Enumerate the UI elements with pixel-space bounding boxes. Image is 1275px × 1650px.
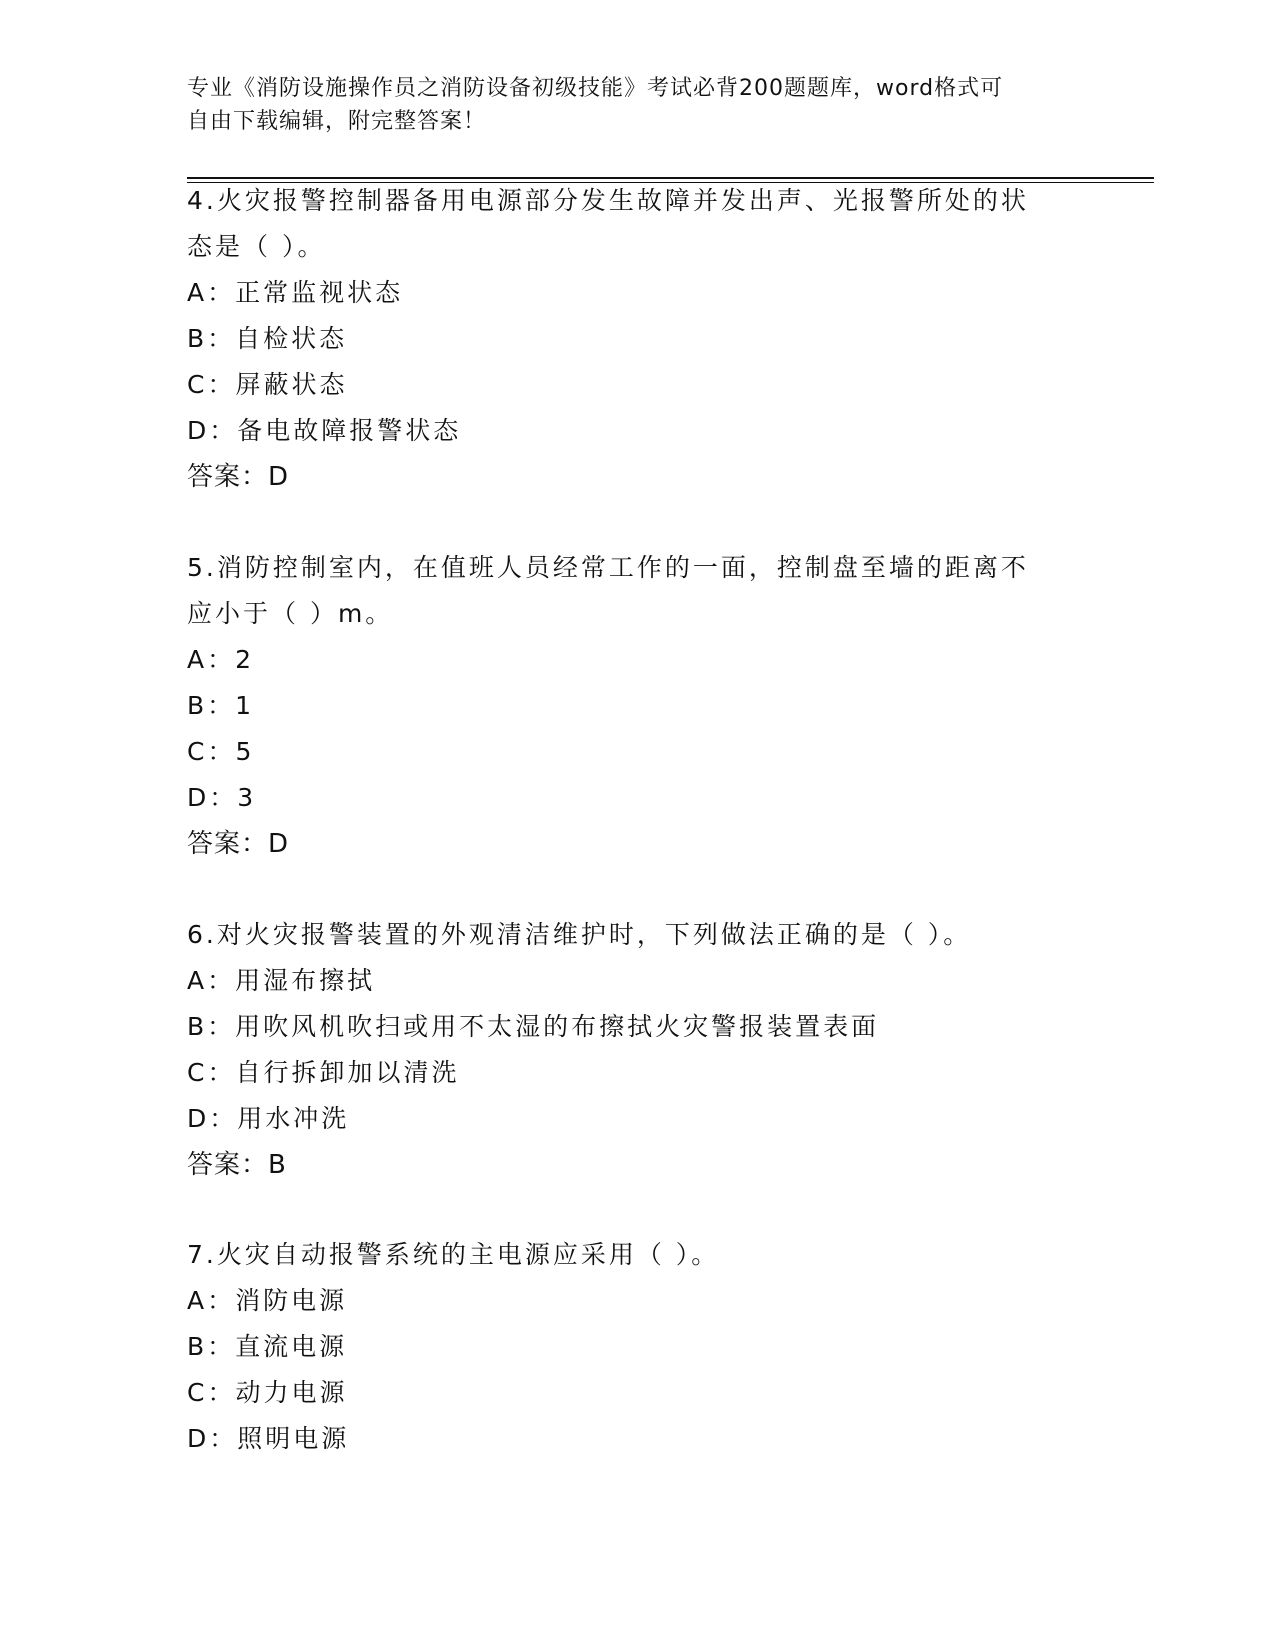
question-stem-continued: 态是（ ）。 — [187, 232, 326, 261]
option-d: D：备电故障报警状态 — [187, 416, 462, 445]
option-b: B：1 — [187, 691, 255, 720]
question-4 — [187, 178, 1067, 500]
option-a: A：2 — [187, 645, 255, 674]
option-a: A：用湿布擦拭 — [187, 966, 376, 995]
question-6 — [187, 912, 1067, 1188]
option-b: B：直流电源 — [187, 1332, 348, 1361]
question-stem: 6.对火灾报警装置的外观清洁维护时，下列做法正确的是（ ）。 — [187, 920, 972, 949]
option-b: B：用吹风机吹扫或用不太湿的布擦拭火灾警报装置表面 — [187, 1012, 880, 1041]
answer: 答案：B — [187, 1150, 287, 1180]
option-b: B：自检状态 — [187, 324, 348, 353]
option-c: C：自行拆卸加以清洗 — [187, 1058, 460, 1087]
question-stem-continued: 应小于（ ）m。 — [187, 599, 394, 628]
answer: 答案：D — [187, 462, 290, 492]
option-c: C：5 — [187, 737, 255, 766]
header-line-2: 自由下载编辑，附完整答案！ — [187, 109, 487, 134]
option-a: A：正常监视状态 — [187, 278, 404, 307]
option-d: D：3 — [187, 783, 257, 812]
option-c: C：屏蔽状态 — [187, 370, 348, 399]
header-line-1: 专业《消防设施操作员之消防设备初级技能》考试必背200题题库，word格式可 — [187, 76, 1004, 101]
question-stem: 5.消防控制室内，在值班人员经常工作的一面，控制盘至墙的距离不 — [187, 553, 1029, 582]
option-c: C：动力电源 — [187, 1378, 348, 1407]
question-stem: 7.火灾自动报警系统的主电源应采用（ ）。 — [187, 1240, 720, 1269]
question-stem: 4.火灾报警控制器备用电源部分发生故障并发出声、光报警所处的状 — [187, 186, 1029, 215]
question-5 — [187, 545, 1067, 867]
question-7 — [187, 1232, 1067, 1462]
option-d: D：照明电源 — [187, 1424, 350, 1453]
answer: 答案：D — [187, 829, 290, 859]
option-a: A：消防电源 — [187, 1286, 348, 1315]
document-header — [187, 72, 1067, 138]
option-d: D：用水冲洗 — [187, 1104, 350, 1133]
